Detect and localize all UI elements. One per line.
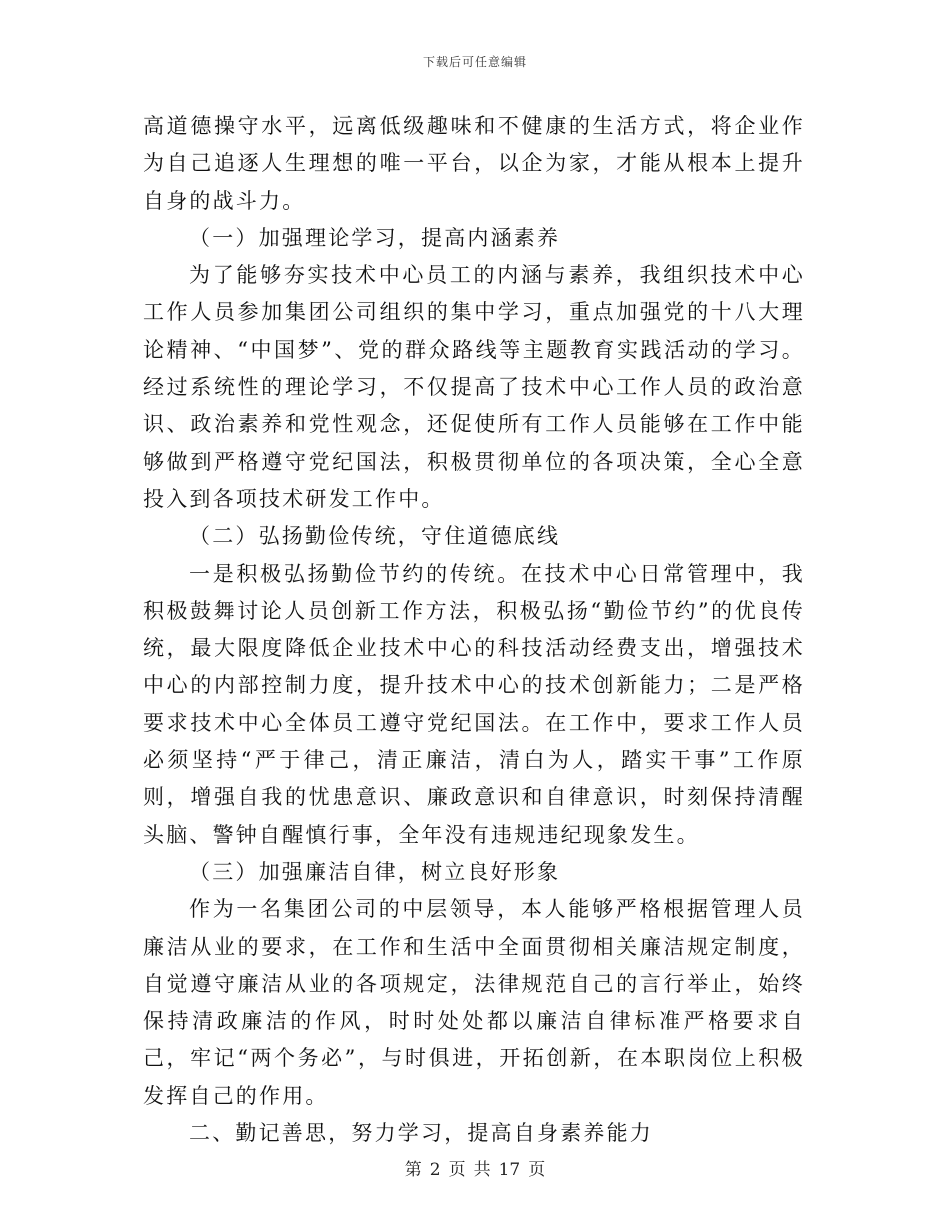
paragraph-frugality: 一是积极弘扬勤俭节约的传统。在技术中心日常管理中，我积极鼓舞讨论人员创新工作方法，积极弘扬“勤俭节约”的优良传统，最大限度降低企业技术中心的科技活动经费支出，增强技术中心的内部控制力度，提升技术中心的技术创新能力；二是严格要求技术中心全体员工遵守党纪国法。在工作中，要求工作人员必须坚持“严于律己，清正廉洁，清白为人，踏实干事”工作原则，增强自我的忧患意识、廉政意识和自律意识，时刻保持清醒头脑、警钟自醒慎行事，全年没有违规违纪现象发生。 [143, 561, 805, 847]
footer-page-word: 页 [448, 1160, 466, 1180]
footer-prefix: 第 [404, 1160, 422, 1180]
page-footer [0, 1155, 950, 1180]
section-heading-2: （二）弘扬勤俭传统，守住道德底线 [189, 524, 561, 549]
document-body [143, 108, 805, 1152]
page-header: 下载后可任意编辑 [422, 55, 527, 69]
section-heading-3: （三）加强廉洁自律，树立良好形象 [189, 859, 561, 884]
paragraph-continuation: 高道德操守水平，远离低级趣味和不健康的生活方式，将企业作为自己追逐人生理想的唯一平台，以企为家，才能从根本上提升自身的战斗力。 [143, 114, 805, 213]
paragraph-theory-study: 为了能够夯实技术中心员工的内涵与素养，我组织技术中心工作人员参加集团公司组织的集中学习，重点加强党的十八大理论精神、“中国梦”、党的群众路线等主题教育实践活动的学习。经过系统性的理论学习，不仅提高了技术中心工作人员的政治意识、政治素养和党性观念，还促使所有工作人员能够在工作中能够做到严格遵守党纪国法，积极贯彻单位的各项决策，全心全意投入到各项技术研发工作中。 [143, 263, 805, 511]
footer-page-number: 2 [429, 1160, 441, 1180]
section-heading-4: 二、勤记善思，努力学习，提高自身素养能力 [189, 1121, 653, 1146]
paragraph-integrity: 作为一名集团公司的中层领导，本人能够严格根据管理人员廉洁从业的要求，在工作和生活中全面贯彻相关廉洁规定制度，自觉遵守廉洁从业的各项规定，法律规范自己的言行举止，始终保持清政廉洁的作风，时时处处都以廉洁自律标准严格要求自己，牢记“两个务必”，与时俱进，开拓创新，在本职岗位上积极发挥自己的作用。 [143, 897, 805, 1108]
footer-total-pages: 17 [498, 1160, 521, 1180]
section-heading-1: （一）加强理论学习，提高内涵素养 [189, 225, 561, 250]
footer-suffix: 页 [528, 1160, 546, 1180]
footer-total-prefix: 共 [473, 1160, 491, 1180]
